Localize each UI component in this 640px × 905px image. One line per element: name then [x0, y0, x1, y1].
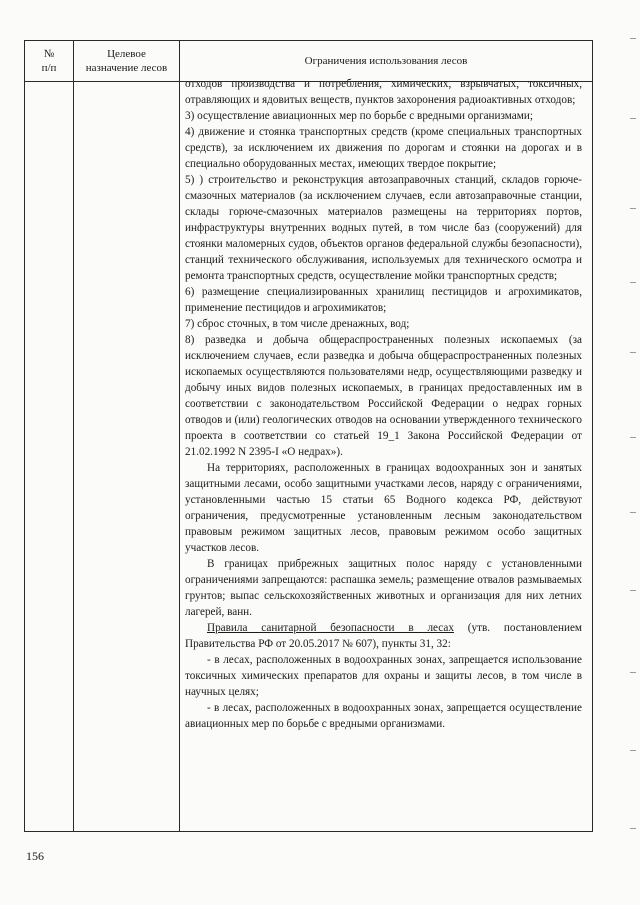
paragraph: отходов производства и потребления, химических, взрывчатых, токсичных, отравляющих и ядовитых веществ, пунктов захоронения радиоактивных отходов;: [185, 78, 582, 106]
header-number-line1: №: [43, 48, 55, 60]
column-divider: [73, 41, 74, 831]
header-restrictions-label: Ограничения использования лесов: [304, 55, 468, 67]
paragraph: В границах прибрежных защитных полос наряду с установленными ограничениями запрещаются: распашка земель; размещение отвалов размываемых грунтов; выпас сельскохозяйственных животных и организация для них летних лагерей, ванн.: [185, 558, 582, 618]
paragraph: 4) движение и стоянка транспортных средств (кроме специальных транспортных средств), за исключением их движения по дорогам и стоянки на дорогах и в специально оборудованных местах, имеющих твердое покрытие;: [185, 126, 582, 170]
rules-tail: (утв. постановлением Правительства РФ от 20.05.2017 № 607), пункты 31, 32:: [185, 622, 582, 650]
header-purpose-line1: Целевое: [107, 48, 146, 60]
header-restrictions: [180, 41, 592, 81]
bullet-item: - в лесах, расположенных в водоохранных зонах, запрещается осуществление авиационных мер по борьбе с вредными организмами.: [185, 702, 582, 730]
paragraph: 5) ) строительство и реконструкция автозаправочных станций, складов горюче-смазочных материалов (за исключением случаев, если автозаправочные станции, склады горюче-смазочных материалов размещены на территориях портов, инфраструктуры внутренних водных путей, в том числе баз (сооружений) для стоянки маломерных судов, объектов органов федеральной службы безопасности), станций технического обслуживания, используемых для технического осмотра и ремонта транспортных средств, осуществление мойки транспортных средств;: [185, 174, 582, 282]
rules-title: Правила санитарной безопасности в лесах: [207, 622, 454, 634]
margin-marks: [628, 0, 640, 905]
paragraph: 3) осуществление авиационных мер по борьбе с вредными организмами;: [185, 110, 533, 122]
header-number-line2: п/п: [41, 62, 57, 74]
page-number: 156: [26, 849, 44, 863]
paragraph: На территориях, расположенных в границах водоохранных зон и занятых защитными лесами, особо защитными участками лесов, наряду с ограничениями, установленными частью 15 статьи 65 Водного кодекса РФ, действуют ограничения, предусмотренные установленным лесным законодательством правовым режимом защитных лесов, правовым режимом особо защитных участков лесов.: [185, 462, 582, 554]
paragraph: 6) размещение специализированных хранилищ пестицидов и агрохимикатов, применение пестицидов и агрохимикатов;: [185, 286, 582, 314]
restrictions-table: [24, 40, 593, 832]
header-number: [25, 41, 73, 81]
paragraph: 7) сброс сточных, в том числе дренажных, вод;: [185, 318, 410, 330]
bullet-item: - в лесах, расположенных в водоохранных зонах, запрещается использование токсичных химических препаратов для охраны и защиты лесов, в том числе в научных целях;: [185, 654, 582, 698]
rules-paragraph: [185, 620, 582, 652]
header-purpose: [74, 41, 179, 81]
column-divider: [179, 41, 180, 831]
restrictions-text: [185, 76, 582, 732]
header-purpose-line2: назначение лесов: [85, 62, 168, 74]
paragraph: 8) разведка и добыча общераспространенных полезных ископаемых (за исключением случаев, если разведка и добыча общераспространенных полезных ископаемых осуществляются пользователями недр, осуществляющими разведку и добычу иных видов полезных ископаемых, в границах предоставленных им в соответствии с законодательством Российской Федерации о недрах горных отводов и (или) геологических отводов на основании утвержденного технического проекта в соответствии со статьей 19_1 Закона Российской Федерации от 21.02.1992 N 2395-I «О недрах»).: [185, 334, 582, 458]
